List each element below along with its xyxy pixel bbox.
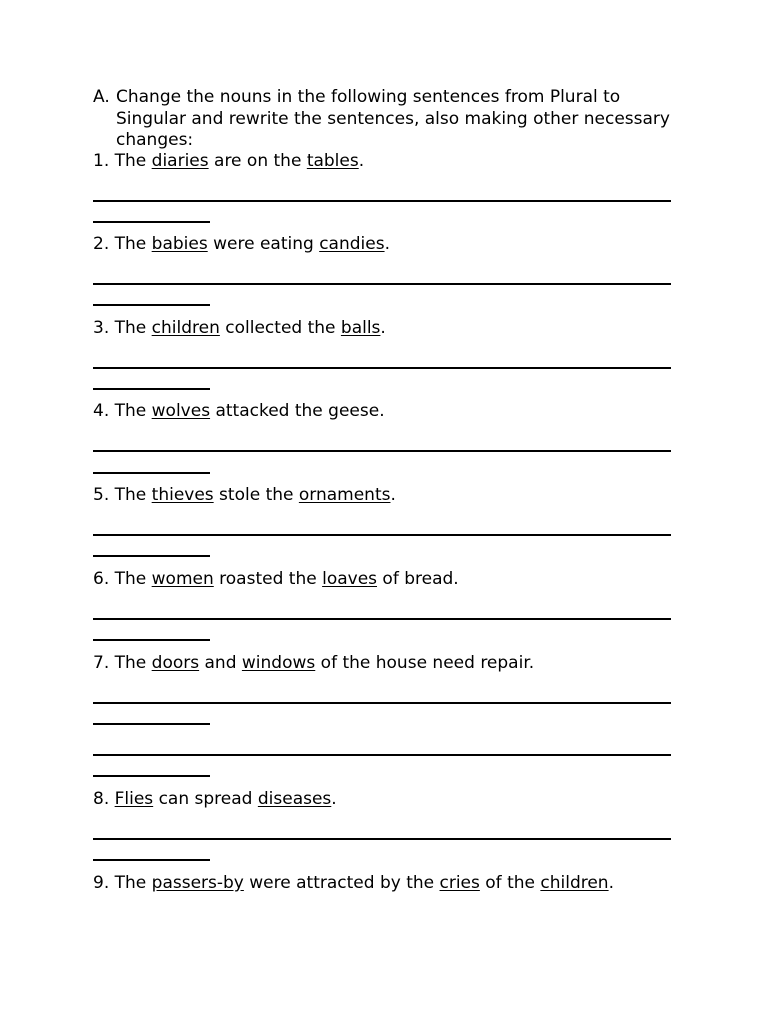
underlined-noun: wolves <box>151 401 211 421</box>
question-7 <box>93 653 534 674</box>
answer-line-4b[interactable] <box>93 472 210 474</box>
answer-line-6b[interactable] <box>93 639 210 641</box>
answer-line-7d[interactable] <box>93 775 210 777</box>
underlined-noun: diseases <box>257 789 332 809</box>
underlined-noun: diaries <box>151 151 209 171</box>
question-8 <box>93 789 337 810</box>
underlined-noun: children <box>540 873 609 893</box>
question-number: 7. <box>93 653 115 673</box>
sentence-text: collected the <box>219 318 341 338</box>
question-number: 9. <box>93 873 115 893</box>
underlined-noun: thieves <box>151 485 214 505</box>
question-5 <box>93 485 396 506</box>
question-number: 1. <box>93 151 115 171</box>
section-label: A. <box>93 87 110 107</box>
underlined-noun: cries <box>439 873 480 893</box>
underlined-noun: ornaments <box>298 485 391 505</box>
sentence-text: . <box>358 151 365 171</box>
answer-line-7a[interactable] <box>93 702 671 704</box>
sentence-text: of the house need repair. <box>315 653 535 673</box>
answer-line-7b[interactable] <box>93 723 210 725</box>
sentence-text: roasted the <box>213 569 323 589</box>
question-2 <box>93 234 390 255</box>
answer-line-6a[interactable] <box>93 618 671 620</box>
question-6 <box>93 569 459 590</box>
sentence-text: . <box>331 789 337 809</box>
answer-line-8b[interactable] <box>93 859 210 861</box>
sentence-text: . <box>384 234 390 254</box>
question-4 <box>93 401 385 422</box>
question-number: 2. <box>93 234 115 254</box>
sentence-text: and <box>199 653 242 673</box>
sentence-text: stole the <box>213 485 299 505</box>
sentence-text: The <box>114 234 152 254</box>
sentence-text: The <box>114 485 152 505</box>
question-1 <box>93 151 364 172</box>
sentence-text: The <box>114 873 152 893</box>
underlined-noun: babies <box>151 234 208 254</box>
answer-line-7c[interactable] <box>93 754 671 756</box>
sentence-text: The <box>114 318 152 338</box>
question-9 <box>93 873 614 894</box>
answer-line-1b[interactable] <box>93 221 210 223</box>
sentence-text: of bread. <box>377 569 459 589</box>
sentence-text: The <box>114 401 152 421</box>
underlined-noun: tables <box>306 151 359 171</box>
underlined-noun: balls <box>340 318 381 338</box>
question-3 <box>93 318 386 339</box>
underlined-noun: children <box>151 318 220 338</box>
sentence-text: . <box>380 318 386 338</box>
question-number: 4. <box>93 401 115 421</box>
answer-line-3b[interactable] <box>93 388 210 390</box>
sentence-text: were attracted by the <box>243 873 440 893</box>
underlined-noun: passers-by <box>151 873 244 893</box>
underlined-noun: loaves <box>322 569 378 589</box>
sentence-text: attacked the geese. <box>210 401 385 421</box>
instruction-text: Change the nouns in the following sentences from Plural to Singular and rewrite the sentences, also making other necessary changes: <box>116 87 670 150</box>
answer-line-1a[interactable] <box>93 200 671 202</box>
answer-line-2a[interactable] <box>93 283 671 285</box>
sentence-text: The <box>114 569 152 589</box>
answer-line-5a[interactable] <box>93 534 671 536</box>
answer-line-2b[interactable] <box>93 304 210 306</box>
sentence-text: of the <box>479 873 541 893</box>
sentence-text: The <box>114 151 152 171</box>
underlined-noun: doors <box>151 653 200 673</box>
sentence-text: . <box>390 485 396 505</box>
underlined-noun: women <box>151 569 214 589</box>
question-number: 5. <box>93 485 115 505</box>
underlined-noun: candies <box>319 234 385 254</box>
answer-line-5b[interactable] <box>93 555 210 557</box>
sentence-text: can spread <box>153 789 258 809</box>
answer-line-8a[interactable] <box>93 838 671 840</box>
sentence-text: The <box>114 653 152 673</box>
question-number: 8. <box>93 789 115 809</box>
underlined-noun: windows <box>241 653 316 673</box>
question-number: 3. <box>93 318 115 338</box>
sentence-text: . <box>608 873 614 893</box>
question-number: 6. <box>93 569 115 589</box>
answer-line-3a[interactable] <box>93 367 671 369</box>
answer-line-4a[interactable] <box>93 450 671 452</box>
instructions <box>93 87 673 152</box>
sentence-text: are on the <box>208 151 307 171</box>
sentence-text: were eating <box>207 234 320 254</box>
underlined-noun: Flies <box>114 789 154 809</box>
